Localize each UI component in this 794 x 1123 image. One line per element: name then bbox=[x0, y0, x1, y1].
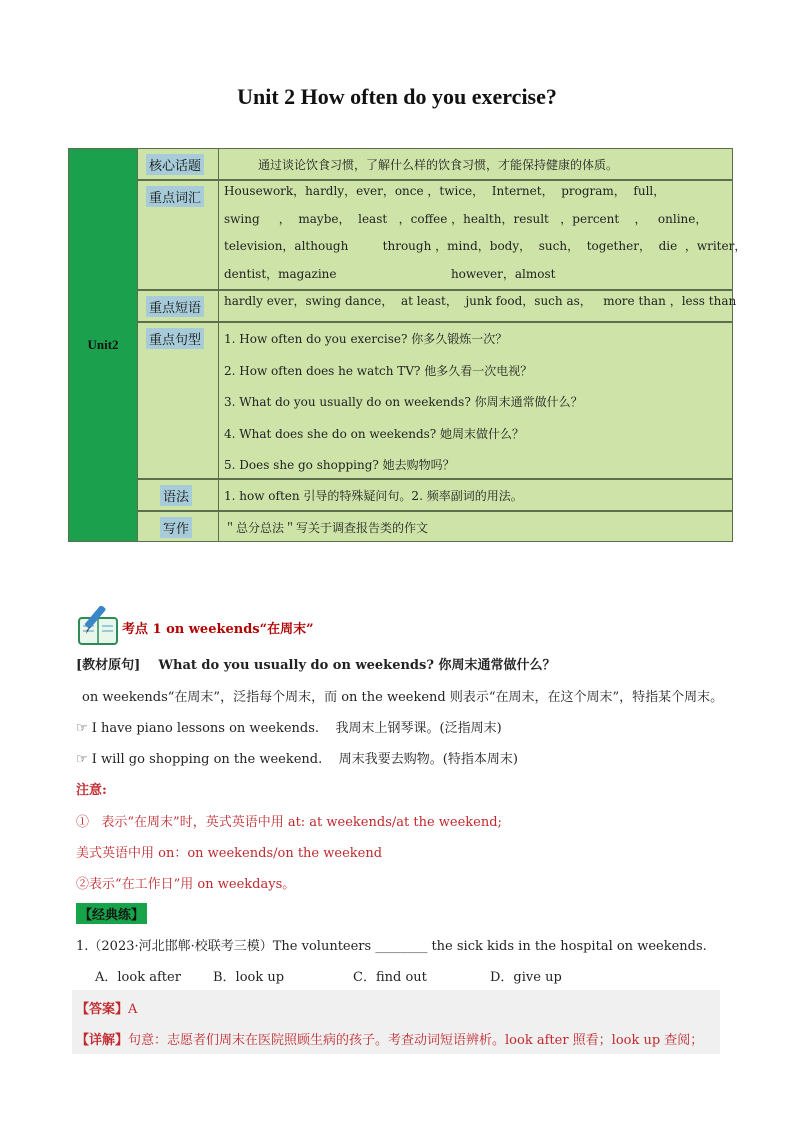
row-topic bbox=[138, 148, 733, 180]
detail-label: 【详解】 bbox=[76, 1033, 129, 1048]
note-3: ②表示“在工作日”用 on weekdays。 bbox=[76, 877, 296, 892]
sentence-line: 2. How often does he watch TV? 他多久看一次电视？ bbox=[224, 363, 533, 378]
option-b: B．look up bbox=[213, 970, 285, 985]
sentence-line: 4. What does she do on weekends? 她周末做什么？ bbox=[224, 426, 525, 441]
sentence-line: 3. What do you usually do on weekends? 你周末通常做什么？ bbox=[224, 395, 583, 409]
row-grammar bbox=[138, 479, 733, 511]
example-1: ☞ I have piano lessons on weekends. 我周末上钢琴课。(泛指周末) bbox=[76, 721, 502, 736]
overview-table bbox=[68, 148, 747, 542]
label-sentences: 重点句型 bbox=[146, 328, 204, 349]
label-topic: 核心话题 bbox=[146, 154, 204, 175]
page-title: Unit 2 How often do you exercise? bbox=[237, 84, 557, 109]
source-label: [教材原句] bbox=[76, 658, 141, 673]
row-vocab bbox=[138, 180, 747, 290]
detail-line bbox=[76, 1029, 703, 1048]
question-text: 1.（2023·河北邯郸·校联考三模）The volunteers ________ the sick kids in the hospital on weekends. bbox=[76, 939, 707, 954]
writing-text: ＂总分总法＂写关于调查报告类的作文 bbox=[224, 521, 429, 535]
row-sentences bbox=[138, 322, 733, 479]
label-vocab: 重点词汇 bbox=[146, 186, 204, 207]
note-label: 注意: bbox=[76, 783, 107, 798]
source-text: What do you usually do on weekends? 你周末通常做什么？ bbox=[158, 658, 556, 673]
answer-line bbox=[76, 998, 137, 1017]
practice-badge: 【经典练】 bbox=[76, 903, 147, 924]
vocab-line: Housework，hardly，ever，once ，twice， Internet， program， full， bbox=[224, 184, 666, 198]
vocab-list bbox=[224, 181, 747, 291]
source-line bbox=[76, 654, 754, 673]
label-phrases: 重点短语 bbox=[146, 296, 204, 317]
explain-text: on weekends“在周末”，泛指每个周末，而 on the weekend 则表示“在周末，在这个周末”，特指某个周末。 bbox=[82, 690, 724, 705]
vocab-line: dentist，magazine however，almost bbox=[224, 266, 556, 281]
notebook-pen-icon bbox=[77, 606, 121, 646]
unit-cell: Unit2 bbox=[68, 148, 138, 542]
row-phrases bbox=[138, 290, 737, 322]
kaodian-title: 考点 1 on weekends“在周末” bbox=[122, 622, 314, 637]
sentence-line: 1. How often do you exercise? 你多久锻炼一次？ bbox=[224, 332, 508, 346]
note-2: 美式英语中用 on：on weekends/on the weekend bbox=[76, 846, 383, 861]
grammar-text: 1. how often 引导的特殊疑问句。2. 频率副词的用法。 bbox=[224, 489, 523, 503]
label-grammar: 语法 bbox=[160, 485, 192, 506]
vocab-line: swing ， maybe， least ，coffee ，health，result ，percent ， online， bbox=[224, 211, 708, 226]
option-c: C．find out bbox=[353, 970, 427, 985]
vocab-line: television，although through ，mind，body， such， together， die ，writer， bbox=[224, 239, 747, 253]
answer-box bbox=[72, 990, 720, 1054]
option-d: D．give up bbox=[490, 970, 562, 985]
row-writing bbox=[138, 511, 733, 542]
detail-text: 句意：志愿者们周末在医院照顾生病的孩子。考查动词短语辨析。look after 照看；look up 查阅； bbox=[128, 1033, 704, 1048]
option-a: A．look after bbox=[95, 970, 181, 985]
example-2: ☞ I will go shopping on the weekend. 周末我要去购物。(特指本周末) bbox=[76, 752, 518, 767]
phrases-text: hardly ever，swing dance， at least， junk food，such as， more than ，less than bbox=[224, 294, 737, 308]
sentence-line: 5. Does she go shopping? 她去购物吗？ bbox=[224, 458, 455, 472]
topic-text: 通过谈论饮食习惯，了解什么样的饮食习惯，才能保持健康的体质。 bbox=[258, 158, 619, 172]
sentence-list bbox=[224, 329, 726, 487]
note-1: ① 表示“在周末”时，英式英语中用 at: at weekends/at the weekend; bbox=[76, 815, 502, 830]
answer-label: 【答案】 bbox=[76, 1002, 129, 1017]
label-writing: 写作 bbox=[160, 517, 192, 538]
answer-value: A bbox=[128, 1002, 138, 1017]
